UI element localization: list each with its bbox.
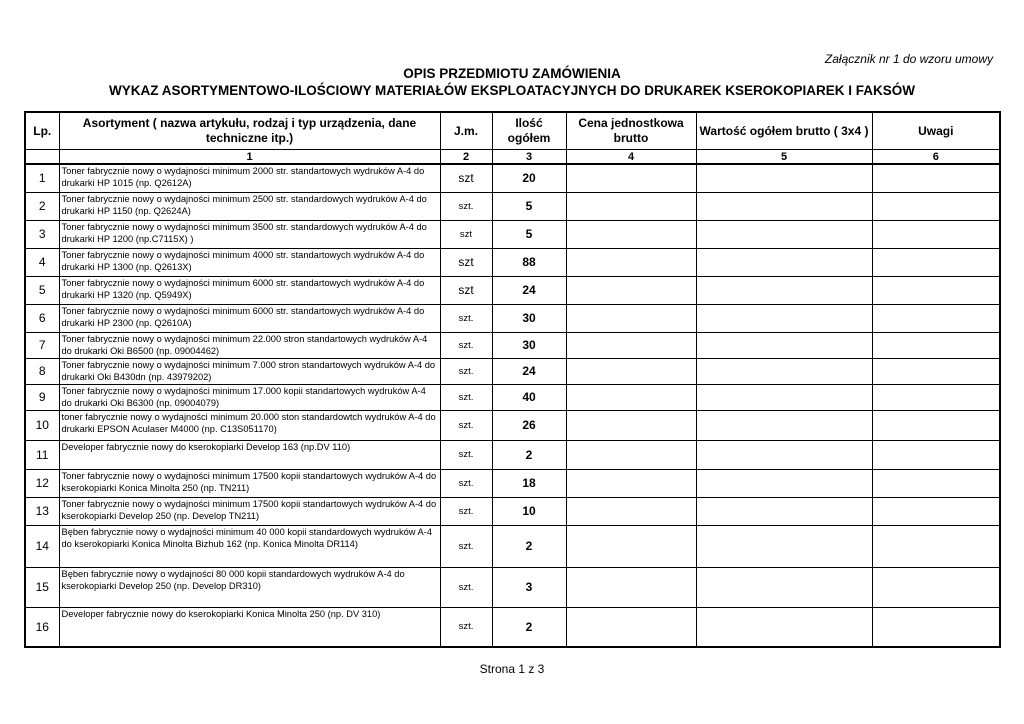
row-unit-price <box>566 276 696 304</box>
table-body <box>25 164 1000 647</box>
row-description: Toner fabrycznie nowy o wydajności minimum 17500 kopii standartowych wydruków A-4 do kserokopiarki Develop 250 (np. Develop TN211) <box>59 497 440 525</box>
row-description: Toner fabrycznie nowy o wydajności minimum 3500 str. standardowych wydruków A-4 do drukarki HP 1200 (np.C7115X) ) <box>59 220 440 248</box>
table-row <box>25 276 1000 304</box>
row-lp: 12 <box>25 469 59 497</box>
row-notes <box>872 567 1000 607</box>
row-total-value <box>696 497 872 525</box>
row-unit-price <box>566 304 696 332</box>
row-unit-price <box>566 358 696 384</box>
column-number: 6 <box>872 150 1000 165</box>
row-total-value <box>696 440 872 469</box>
row-notes <box>872 525 1000 567</box>
row-description: Toner fabrycznie nowy o wydajności minimum 6000 str. standartowych wydruków A-4 do drukarki HP 2300 (np. Q2610A) <box>59 304 440 332</box>
header-notes: Uwagi <box>872 112 1000 150</box>
header-lp: Lp. <box>25 112 59 150</box>
row-notes <box>872 410 1000 440</box>
row-unit: szt. <box>440 607 492 647</box>
row-quantity: 88 <box>492 248 566 276</box>
row-notes <box>872 358 1000 384</box>
row-description: Developer fabrycznie nowy do kserokopiarki Develop 163 (np.DV 110) <box>59 440 440 469</box>
row-lp: 3 <box>25 220 59 248</box>
row-unit-price <box>566 567 696 607</box>
row-description: Toner fabrycznie nowy o wydajności minimum 17.000 kopii standartowych wydruków A-4 do drukarki Oki B6300 (np. 09004079) <box>59 384 440 410</box>
header-assortment: Asortyment ( nazwa artykułu, rodzaj i typ urządzenia, dane techniczne itp.) <box>59 112 440 150</box>
row-unit-price <box>566 192 696 220</box>
page-title: OPIS PRZEDMIOTU ZAMÓWIENIA <box>403 66 621 81</box>
row-notes <box>872 384 1000 410</box>
header-qty: Ilość ogółem <box>492 112 566 150</box>
row-unit: szt. <box>440 304 492 332</box>
row-lp: 2 <box>25 192 59 220</box>
table-row <box>25 567 1000 607</box>
row-lp: 13 <box>25 497 59 525</box>
row-quantity: 5 <box>492 220 566 248</box>
row-description: Toner fabrycznie nowy o wydajności minimum 4000 str. standartowych wydruków A-4 do drukarki HP 1300 (np. Q2613X) <box>59 248 440 276</box>
row-description: Toner fabrycznie nowy o wydajności minimum 6000 str. standartowych wydruków A-4 do drukarki HP 1320 (np. Q5949X) <box>59 276 440 304</box>
row-unit-price <box>566 497 696 525</box>
annex-label: Załącznik nr 1 do wzoru umowy <box>824 52 993 66</box>
row-notes <box>872 497 1000 525</box>
row-total-value <box>696 525 872 567</box>
row-notes <box>872 469 1000 497</box>
row-lp: 9 <box>25 384 59 410</box>
row-lp: 7 <box>25 332 59 358</box>
row-unit-price <box>566 607 696 647</box>
table-row <box>25 304 1000 332</box>
table-row <box>25 607 1000 647</box>
row-total-value <box>696 384 872 410</box>
table-row <box>25 192 1000 220</box>
row-notes <box>872 192 1000 220</box>
row-unit-price <box>566 164 696 192</box>
row-description: Toner fabrycznie nowy o wydajności minimum 7.000 stron standartowych wydruków A-4 do drukarki Oki B430dn (np. 43979202) <box>59 358 440 384</box>
row-unit: szt. <box>440 384 492 410</box>
row-total-value <box>696 248 872 276</box>
column-number: 3 <box>492 150 566 165</box>
row-unit-price <box>566 469 696 497</box>
table-row <box>25 440 1000 469</box>
column-number-row <box>25 150 1000 165</box>
row-unit: szt <box>440 164 492 192</box>
row-unit: szt. <box>440 332 492 358</box>
row-total-value <box>696 358 872 384</box>
row-unit-price <box>566 440 696 469</box>
row-unit: szt. <box>440 440 492 469</box>
table-row <box>25 164 1000 192</box>
row-quantity: 26 <box>492 410 566 440</box>
row-quantity: 2 <box>492 607 566 647</box>
page-subtitle: WYKAZ ASORTYMENTOWO-ILOŚCIOWY MATERIAŁÓW EKSPLOATACYJNYCH DO DRUKAREK KSEROKOPIAREK I FAKSÓW <box>108 83 915 98</box>
table-row <box>25 525 1000 567</box>
row-unit-price <box>566 220 696 248</box>
row-description: Toner fabrycznie nowy o wydajności minimum 22.000 stron standartowych wydruków A-4 do drukarki Oki B6500 (np. 09004462) <box>59 332 440 358</box>
row-quantity: 10 <box>492 497 566 525</box>
row-total-value <box>696 304 872 332</box>
row-lp: 1 <box>25 164 59 192</box>
row-quantity: 24 <box>492 358 566 384</box>
row-notes <box>872 332 1000 358</box>
row-unit: szt <box>440 248 492 276</box>
table-row <box>25 469 1000 497</box>
row-notes <box>872 220 1000 248</box>
row-quantity: 2 <box>492 440 566 469</box>
row-total-value <box>696 192 872 220</box>
row-lp: 14 <box>25 525 59 567</box>
row-quantity: 40 <box>492 384 566 410</box>
row-unit: szt. <box>440 525 492 567</box>
row-unit-price <box>566 248 696 276</box>
row-description: Bęben fabrycznie nowy o wydajności 80 000 kopii standardowych wydruków A-4 do kserokopiarki Develop 250 (np. Develop DR310) <box>59 567 440 607</box>
table-row <box>25 497 1000 525</box>
header-unit-price: Cena jednostkowa brutto <box>566 112 696 150</box>
header-unit: J.m. <box>440 112 492 150</box>
row-unit: szt. <box>440 567 492 607</box>
table-row <box>25 220 1000 248</box>
row-lp: 16 <box>25 607 59 647</box>
row-total-value <box>696 220 872 248</box>
assortment-table <box>24 111 1001 648</box>
row-unit: szt <box>440 220 492 248</box>
row-total-value <box>696 469 872 497</box>
row-unit: szt. <box>440 410 492 440</box>
row-notes <box>872 276 1000 304</box>
row-quantity: 2 <box>492 525 566 567</box>
row-notes <box>872 304 1000 332</box>
row-notes <box>872 607 1000 647</box>
table-row <box>25 384 1000 410</box>
row-total-value <box>696 276 872 304</box>
row-total-value <box>696 332 872 358</box>
row-unit-price <box>566 384 696 410</box>
row-unit: szt <box>440 276 492 304</box>
row-total-value <box>696 410 872 440</box>
row-unit-price <box>566 410 696 440</box>
column-number: 1 <box>59 150 440 165</box>
row-lp: 6 <box>25 304 59 332</box>
row-description: Bęben fabrycznie nowy o wydajności minimum 40 000 kopii standardowych wydruków A-4 do kserokopiarki Konica Minolta Bizhub 162 (np. Konica Minolta DR114) <box>59 525 440 567</box>
row-lp: 8 <box>25 358 59 384</box>
table-row <box>25 410 1000 440</box>
row-description: toner fabrycznie nowy o wydajności minimum 20.000 ston standardowtch wydruków A-4 do drukarki EPSON Aculaser M4000 (np. C13S051170) <box>59 410 440 440</box>
row-quantity: 30 <box>492 332 566 358</box>
row-notes <box>872 440 1000 469</box>
row-notes <box>872 248 1000 276</box>
row-total-value <box>696 607 872 647</box>
column-number: 5 <box>696 150 872 165</box>
row-lp: 5 <box>25 276 59 304</box>
row-lp: 10 <box>25 410 59 440</box>
page-number: Strona 1 z 3 <box>479 662 545 676</box>
table-row <box>25 248 1000 276</box>
row-unit-price <box>566 332 696 358</box>
row-quantity: 24 <box>492 276 566 304</box>
row-unit: szt. <box>440 497 492 525</box>
table-row <box>25 332 1000 358</box>
row-unit: szt. <box>440 469 492 497</box>
row-total-value <box>696 164 872 192</box>
row-quantity: 3 <box>492 567 566 607</box>
row-lp: 4 <box>25 248 59 276</box>
column-number: 4 <box>566 150 696 165</box>
row-quantity: 20 <box>492 164 566 192</box>
header-total-value: Wartość ogółem brutto ( 3x4 ) <box>696 112 872 150</box>
row-lp: 11 <box>25 440 59 469</box>
row-unit: szt. <box>440 192 492 220</box>
row-unit: szt. <box>440 358 492 384</box>
row-description: Developer fabrycznie nowy do kserokopiarki Konica Minolta 250 (np. DV 310) <box>59 607 440 647</box>
row-description: Toner fabrycznie nowy o wydajności minimum 2000 str. standartowych wydruków A-4 do drukarki HP 1015 (np. Q2612A) <box>59 164 440 192</box>
row-quantity: 18 <box>492 469 566 497</box>
row-notes <box>872 164 1000 192</box>
row-description: Toner fabrycznie nowy o wydajności minimum 2500 str. standardowych wydruków A-4 do drukarki HP 1150 (np. Q2624A) <box>59 192 440 220</box>
row-quantity: 5 <box>492 192 566 220</box>
row-lp: 15 <box>25 567 59 607</box>
row-total-value <box>696 567 872 607</box>
row-quantity: 30 <box>492 304 566 332</box>
table-row <box>25 358 1000 384</box>
column-number: 2 <box>440 150 492 165</box>
row-unit-price <box>566 525 696 567</box>
row-description: Toner fabrycznie nowy o wydajności minimum 17500 kopii standartowych wydruków A-4 do kserokopiarki Konica Minolta 250 (np. TN211) <box>59 469 440 497</box>
